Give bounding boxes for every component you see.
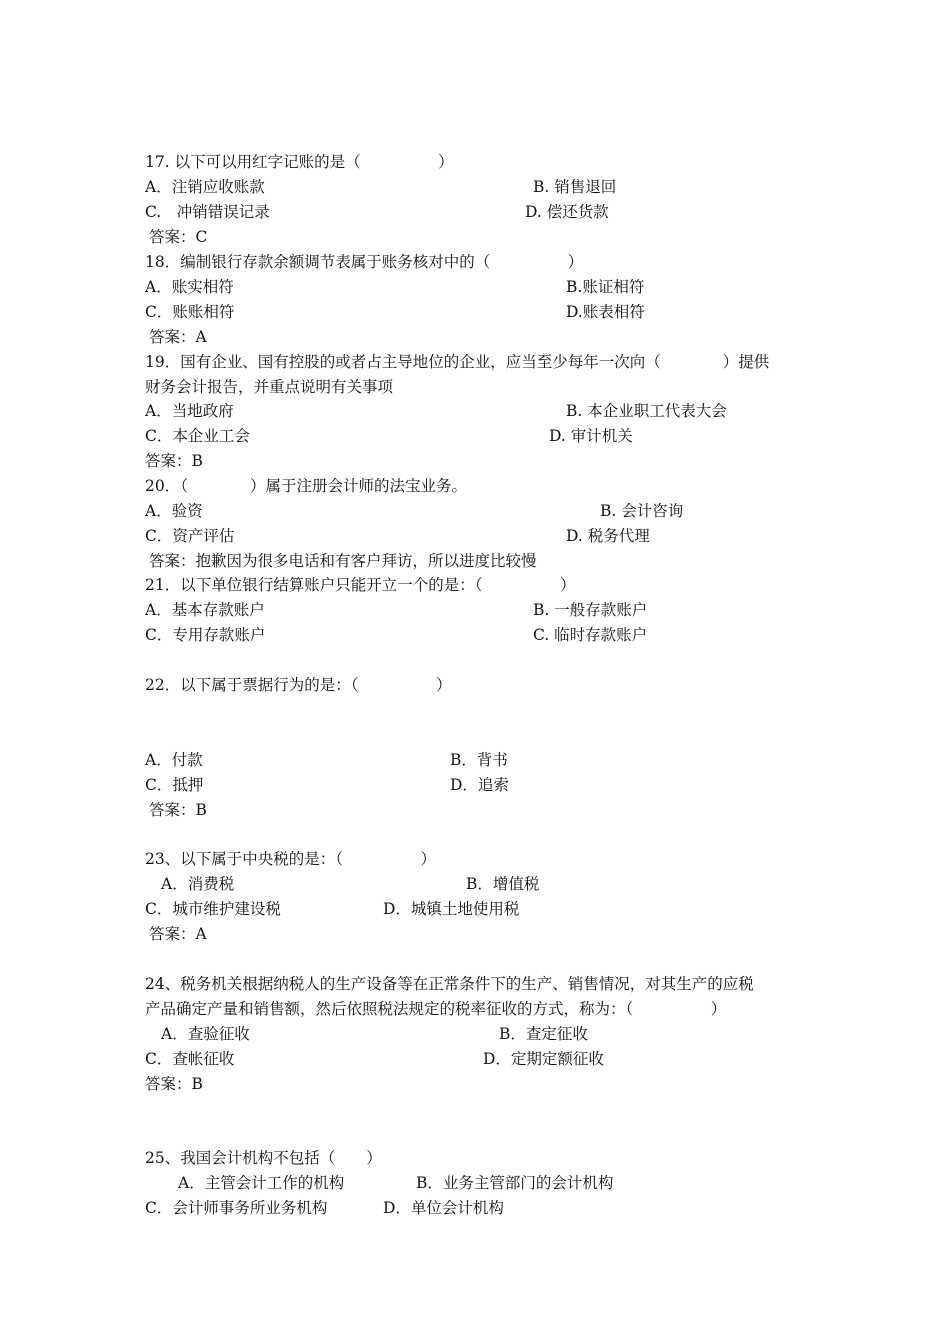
question-21-option-c: C．专用存款账户 (145, 626, 266, 644)
question-23-option-a: A．消费税 (161, 875, 235, 893)
question-19-answer: 答案：B (145, 452, 203, 470)
question-17-option-a: A．注销应收账款 (145, 178, 265, 196)
question-24-answer: 答案：B (145, 1075, 203, 1093)
question-24-option-d: D．定期定额征收 (483, 1050, 604, 1068)
question-17-option-c: C. 冲销错误记录 (145, 203, 270, 221)
question-24-option-a: A．查验征收 (161, 1025, 250, 1043)
question-20-option-c: C．资产评估 (145, 527, 235, 545)
question-20-option-d: D. 税务代理 (566, 527, 650, 545)
question-25-option-b: B．业务主管部门的会计机构 (416, 1174, 614, 1192)
question-23-stem: 23、以下属于中央税的是：（ ） (145, 850, 436, 868)
question-18-option-d: D.账表相符 (566, 303, 645, 321)
question-21-option-d: C. 临时存款账户 (533, 626, 648, 644)
question-22-option-b: B．背书 (450, 751, 508, 769)
question-25-option-c: C．会计师事务所业务机构 (145, 1199, 328, 1217)
question-19-option-a: A．当地政府 (145, 402, 234, 420)
question-21-option-a: A．基本存款账户 (145, 601, 265, 619)
question-25-stem: 25、我国会计机构不包括（ ） (145, 1149, 382, 1167)
question-19-stem-line2: 财务会计报告，并重点说明有关事项 (145, 378, 394, 396)
question-20-option-b: B. 会计咨询 (600, 502, 684, 520)
question-18-stem: 18．编制银行存款余额调节表属于账务核对中的（ ） (145, 253, 584, 271)
question-22-option-c: C．抵押 (145, 776, 204, 794)
question-25-option-a: A．主管会计工作的机构 (178, 1174, 345, 1192)
question-22-answer: 答案：B (149, 801, 207, 819)
question-18-answer: 答案：A (149, 328, 207, 346)
question-18-option-a: A．账实相符 (145, 278, 234, 296)
question-17-option-b: B. 销售退回 (533, 178, 617, 196)
question-20-option-a: A．验资 (145, 502, 203, 520)
question-21-option-b: B. 一般存款账户 (533, 601, 648, 619)
question-19-option-d: D. 审计机关 (549, 427, 633, 445)
question-19-option-b: B. 本企业职工代表大会 (566, 402, 727, 420)
question-18-option-b: B.账证相符 (566, 278, 645, 296)
question-23-option-d: D．城镇土地使用税 (383, 900, 520, 918)
question-22-stem: 22．以下属于票据行为的是：（ ） (145, 676, 452, 694)
question-23-option-c: C．城市维护建设税 (145, 900, 281, 918)
question-19-stem-line1: 19．国有企业、国有控股的或者占主导地位的企业，应当至少每年一次向（ ）提供 (145, 353, 770, 371)
question-17-option-d: D. 偿还货款 (525, 203, 609, 221)
question-21-stem: 21．以下单位银行结算账户只能开立一个的是：（ ） (145, 576, 576, 594)
question-25-option-d: D．单位会计机构 (383, 1199, 504, 1217)
question-18-option-c: C．账账相符 (145, 303, 235, 321)
question-20-stem: 20．（ ）属于注册会计师的法宝业务。 (145, 477, 467, 495)
question-23-answer: 答案：A (149, 925, 207, 943)
question-19-option-c: C．本企业工会 (145, 427, 250, 445)
question-17-answer: 答案：C (149, 228, 208, 246)
question-17-stem: 17. 以下可以用红字记账的是（ ） (145, 153, 454, 171)
question-24-stem-line1: 24、税务机关根据纳税人的生产设备等在正常条件下的生产、销售情况，对其生产的应税 (145, 975, 754, 993)
question-24-stem-line2: 产品确定产量和销售额，然后依照税法规定的税率征收的方式，称为：（ ） (145, 1000, 727, 1018)
question-20-answer: 答案：抱歉因为很多电话和有客户拜访，所以进度比较慢 (149, 552, 537, 570)
question-24-option-c: C．查帐征收 (145, 1050, 235, 1068)
question-24-option-b: B．查定征收 (499, 1025, 588, 1043)
question-23-option-b: B．增值税 (466, 875, 540, 893)
question-22-option-d: D．追索 (450, 776, 509, 794)
question-22-option-a: A．付款 (145, 751, 203, 769)
